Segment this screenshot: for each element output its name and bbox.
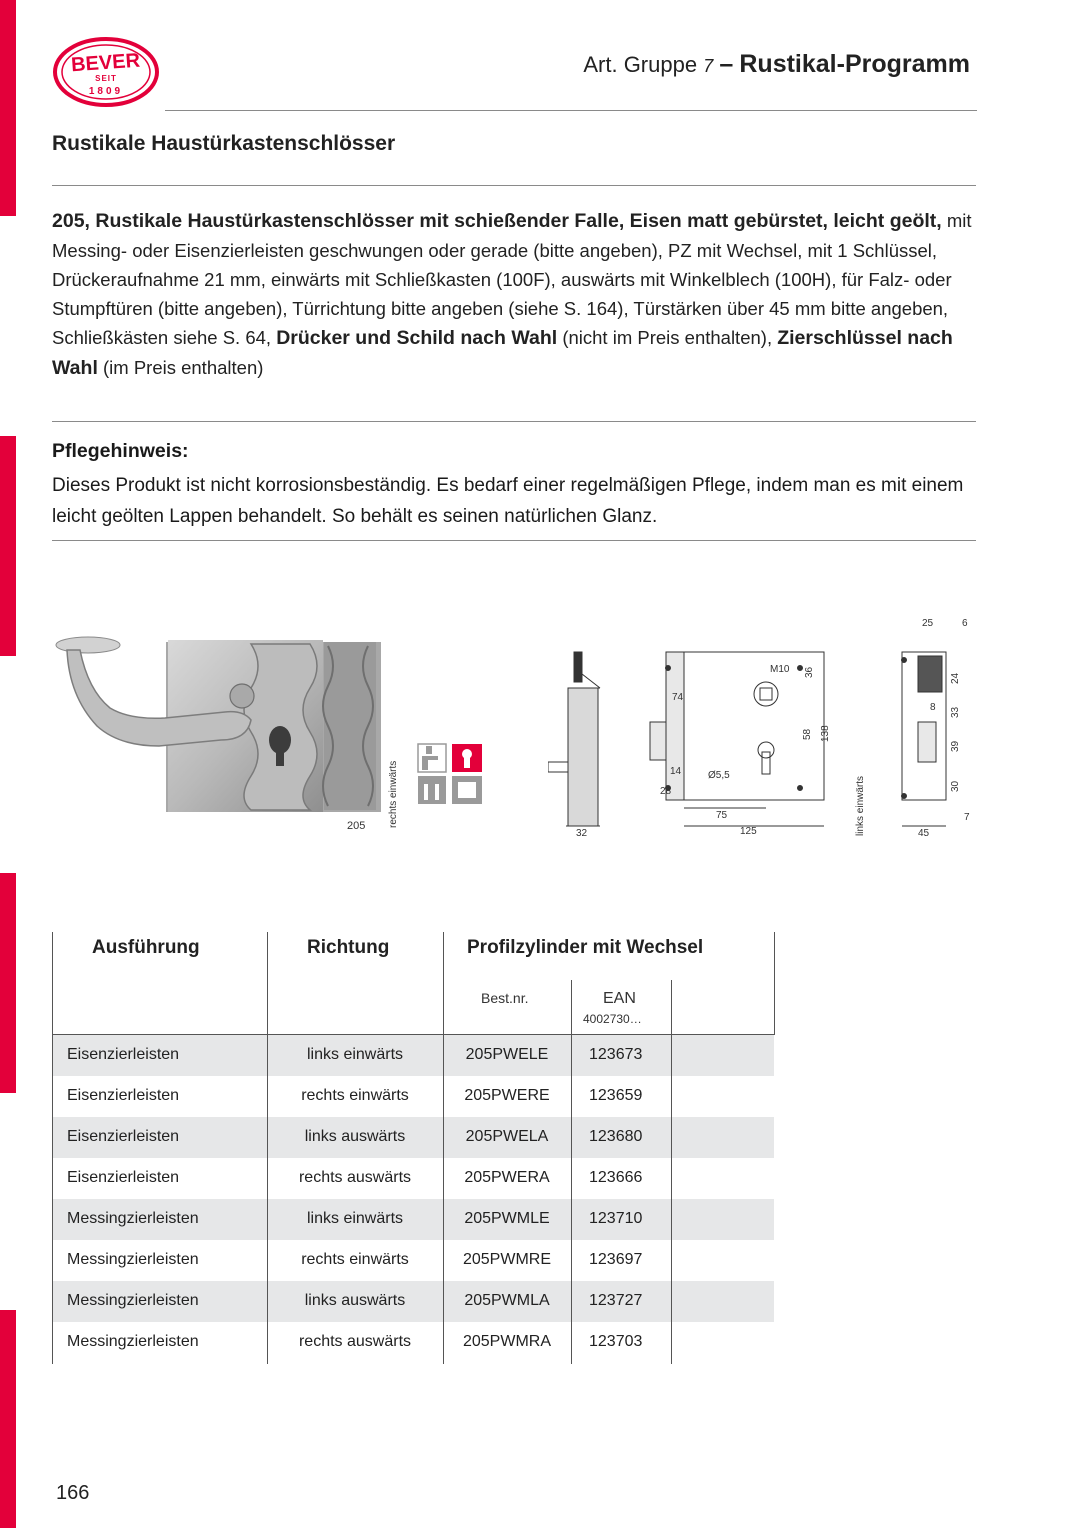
subheader-ean: EAN [603, 990, 636, 1007]
dim-55: Ø5,5 [708, 770, 730, 781]
table-border-left [52, 932, 53, 1364]
product-photo [46, 632, 384, 832]
door-direction-icons [416, 742, 484, 806]
dim-125: 125 [740, 826, 757, 837]
dim-8: 8 [930, 702, 936, 713]
cell-bestnr: 205PWELA [465, 1128, 549, 1145]
cell-ausfuehrung: Eisenzierleisten [67, 1046, 180, 1063]
cell-ausfuehrung: Eisenzierleisten [67, 1087, 180, 1104]
table-row [52, 1281, 774, 1322]
cell-ean: 123680 [589, 1128, 643, 1145]
description-text-3: (im Preis enthalten) [97, 357, 264, 378]
front-view [650, 652, 831, 837]
header-title [583, 50, 970, 79]
dim-36: 36 [804, 666, 815, 678]
cell-richtung: rechts einwärts [301, 1087, 409, 1104]
cell-ausfuehrung: Eisenzierleisten [67, 1169, 180, 1186]
cell-ean: 123666 [589, 1169, 643, 1186]
bever-logo [52, 36, 160, 108]
description-text-2: (nicht im Preis enthalten), [557, 327, 778, 348]
dim-14: 14 [670, 766, 682, 777]
description-bold-3: Zierschlüssel nach Wahl [52, 327, 953, 379]
header-ausfuehrung: Ausführung [92, 937, 200, 958]
cell-ean: 123703 [589, 1333, 643, 1350]
logo-wordmark: BEVER [70, 49, 141, 77]
table-divider-4 [671, 980, 672, 1364]
dim-24: 24 [950, 672, 961, 684]
header-group-label: Art. Gruppe [583, 52, 698, 77]
dim-m10: M10 [770, 664, 790, 675]
cell-bestnr: 205PWERA [464, 1169, 550, 1186]
subheader-ean-prefix: 4002730… [583, 1012, 642, 1026]
care-title: Pflegehinweis: [52, 440, 189, 462]
dim-39: 39 [950, 740, 961, 752]
cell-bestnr: 205PWMRA [462, 1333, 552, 1350]
cell-ean: 123727 [589, 1292, 643, 1309]
header-program: Rustikal-Programm [739, 50, 970, 78]
side-tab-4 [0, 1310, 16, 1528]
mortise-icon [418, 776, 446, 804]
cell-ausfuehrung: Messingzierleisten [67, 1333, 199, 1350]
cell-ausfuehrung: Eisenzierleisten [67, 1128, 180, 1145]
header-group-number: 7 [703, 56, 714, 76]
product-table [52, 932, 776, 1364]
dim-138: 138 [820, 725, 831, 742]
cell-bestnr: 205PWMLA [464, 1292, 550, 1309]
table-row [52, 1240, 774, 1281]
cell-bestnr: 205PWELE [465, 1046, 549, 1063]
dim-74: 74 [672, 692, 684, 703]
description-text-1: mit Messing- oder Eisenzierleisten geschwungen oder gerade (bitte angeben), PZ mit Wechsel, mit 1 Schlüssel, Drückeraufnahme 21 mm, einwärts mit Schließkasten (100F), auswärts mit Winkelblech (100H), für Falz- oder Stumpftüren (bitte angeben), Türrichtung bitte angeben (siehe S. 164), Türstärken über 45 mm bitte angeben, Schließkästen siehe S. 64, [52, 210, 972, 348]
cell-bestnr: 205PWMLE [464, 1210, 550, 1227]
dim-75: 75 [716, 810, 728, 821]
header-separator: – [719, 50, 734, 78]
keyhole-icon [452, 744, 482, 772]
page-number: 166 [56, 1482, 90, 1504]
side-tab-1 [0, 0, 16, 216]
header-rule [165, 110, 977, 111]
cell-richtung: rechts auswärts [298, 1169, 412, 1186]
table-row [52, 1322, 774, 1363]
dim-30: 30 [950, 780, 961, 792]
cell-ean: 123697 [589, 1251, 643, 1268]
cell-richtung: links auswärts [304, 1128, 406, 1145]
table-divider-1 [267, 932, 268, 1364]
cell-bestnr: 205PWERE [464, 1087, 550, 1104]
side-tab-2 [0, 436, 16, 656]
cell-ausfuehrung: Messingzierleisten [67, 1251, 199, 1268]
cell-richtung: rechts auswärts [298, 1333, 412, 1350]
cell-richtung: links einwärts [306, 1046, 404, 1063]
table-header-rule [52, 1034, 775, 1035]
section-rule [52, 185, 976, 186]
dim-45: 45 [918, 828, 930, 839]
cell-richtung: links auswärts [304, 1292, 406, 1309]
drawing-side-label: links einwärts [855, 775, 866, 836]
dim-25: 25 [922, 618, 934, 629]
rim-lock-icon [452, 776, 482, 804]
dim-28: 28 [660, 786, 672, 797]
side-tab-3 [0, 873, 16, 1093]
cell-ean: 123659 [589, 1087, 643, 1104]
table-row [52, 1117, 774, 1158]
table-row [52, 1035, 774, 1076]
cell-richtung: rechts einwärts [301, 1251, 409, 1268]
cell-ean: 123673 [589, 1046, 643, 1063]
cell-richtung: links einwärts [306, 1210, 404, 1227]
table-row [52, 1199, 774, 1240]
dim-7: 7 [964, 812, 970, 823]
description-rule [52, 421, 976, 422]
photo-side-label: rechts einwärts [388, 760, 399, 828]
table-row [52, 1076, 774, 1117]
cell-bestnr: 205PWMRE [462, 1251, 552, 1268]
strike-view [902, 618, 971, 839]
dim-32: 32 [576, 828, 588, 839]
subheader-bestnr: Best.nr. [481, 990, 529, 1006]
header-profilzylinder: Profilzylinder mit Wechsel [467, 937, 704, 958]
header-richtung: Richtung [307, 937, 390, 958]
section-title: Rustikale Haustürkastenschlösser [52, 132, 396, 155]
description-bold-intro: 205, Rustikale Haustürkastenschlösser mit schießender Falle, Eisen matt gebürstet, leicht geölt, [52, 210, 942, 232]
dim-33: 33 [950, 706, 961, 718]
cell-ausfuehrung: Messingzierleisten [67, 1292, 199, 1309]
cell-ean: 123710 [589, 1210, 643, 1227]
technical-drawing [548, 612, 978, 862]
table-border-right [774, 932, 775, 1035]
photo-caption: 205 [347, 820, 366, 832]
care-text: Dieses Produkt ist nicht korrosionsbeständig. Es bedarf einer regelmäßigen Pflege, indem man es mit einem leicht geölten Lappen behandelt. So behält es seinen natürlichen Glanz. [52, 475, 964, 527]
cell-ausfuehrung: Messingzierleisten [67, 1210, 199, 1227]
logo-year: 1809 [88, 86, 124, 97]
table-divider-3 [571, 980, 572, 1364]
table-divider-2 [443, 932, 444, 1364]
installation-icon [418, 744, 446, 772]
table-row [52, 1158, 774, 1199]
dim-6: 6 [962, 618, 968, 629]
care-rule [52, 540, 976, 541]
dim-58: 58 [802, 728, 813, 740]
logo-seit: SEIT [95, 74, 117, 83]
product-description [52, 206, 977, 383]
side-view [548, 652, 600, 839]
description-bold-2: Drücker und Schild nach Wahl [276, 327, 558, 349]
